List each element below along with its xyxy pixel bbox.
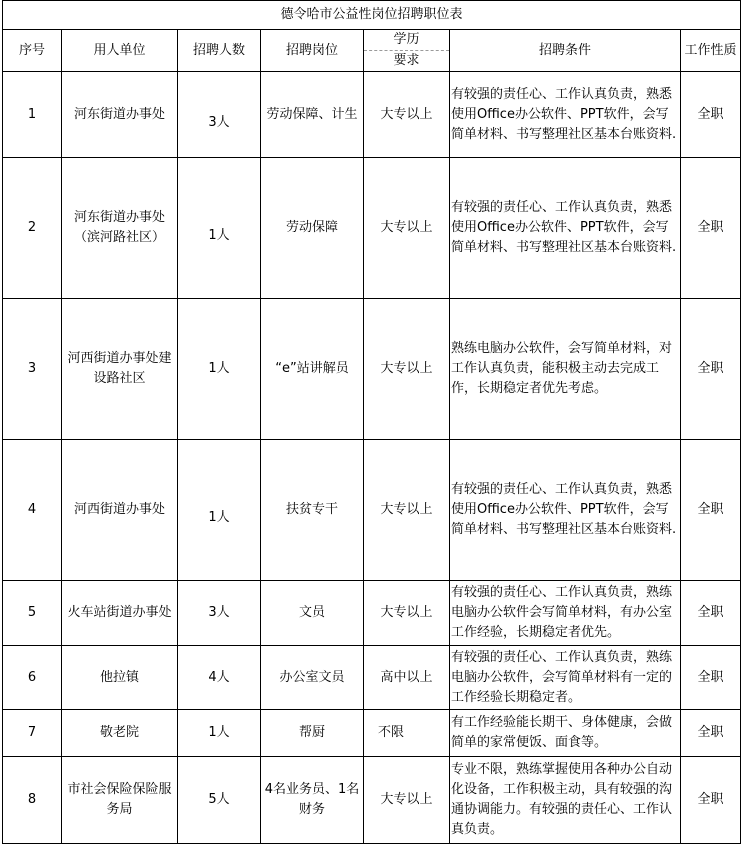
row-nature: 全职 bbox=[681, 757, 741, 844]
row-seq: 4 bbox=[3, 440, 62, 581]
header-education-top: 学历 bbox=[364, 30, 449, 51]
row-conditions: 有较强的责任心、工作认真负责，熟悉使用Office办公软件、PPT软件，会写简单材料、书写整理社区基本台账资料. bbox=[450, 440, 681, 581]
row-position: 文员 bbox=[261, 581, 364, 646]
header-education bbox=[364, 30, 450, 72]
row-seq: 5 bbox=[3, 581, 62, 646]
row-count-value: 3人 bbox=[208, 114, 230, 130]
recruitment-table bbox=[2, 0, 741, 844]
table-title: 德令哈市公益性岗位招聘职位表 bbox=[3, 1, 741, 30]
row-education: 大专以上 bbox=[364, 440, 450, 581]
row-nature: 全职 bbox=[681, 299, 741, 440]
row-conditions: 有较强的责任心、工作认真负责，熟悉使用Office办公软件、PPT软件，会写简单材料、书写整理社区基本台账资料. bbox=[450, 72, 681, 158]
row-unit: 他拉镇 bbox=[62, 646, 178, 710]
row-nature: 全职 bbox=[681, 72, 741, 158]
table-row bbox=[3, 299, 741, 440]
row-unit: 河东街道办事处（滨河路社区） bbox=[62, 158, 178, 299]
row-count: 5人 bbox=[178, 757, 261, 844]
row-count: 3人 bbox=[178, 581, 261, 646]
row-seq: 8 bbox=[3, 757, 62, 844]
table-row bbox=[3, 72, 741, 158]
row-unit: 河西街道办事处建设路社区 bbox=[62, 299, 178, 440]
row-education: 大专以上 bbox=[364, 158, 450, 299]
row-position: 劳动保障 bbox=[261, 158, 364, 299]
row-count: 1人 bbox=[178, 299, 261, 440]
table-row bbox=[3, 757, 741, 844]
row-education: 高中以上 bbox=[364, 646, 450, 710]
row-nature: 全职 bbox=[681, 581, 741, 646]
row-seq: 1 bbox=[3, 72, 62, 158]
row-position: 劳动保障、计生 bbox=[261, 72, 364, 158]
row-conditions: 有较强的责任心、工作认真负责，熟练电脑办公软件会写简单材料，有办公室工作经验，长期稳定者优先。 bbox=[450, 581, 681, 646]
row-conditions: 专业不限，熟练掌握使用各种办公自动化设备，工作积极主动，具有较强的沟通协调能力。有较强的责任心、工作认真负责。 bbox=[450, 757, 681, 844]
header-position: 招聘岗位 bbox=[261, 30, 364, 72]
table-row bbox=[3, 440, 741, 581]
row-nature: 全职 bbox=[681, 646, 741, 710]
row-position: “e”站讲解员 bbox=[261, 299, 364, 440]
row-education: 大专以上 bbox=[364, 757, 450, 844]
row-count bbox=[178, 72, 261, 158]
row-unit: 河东街道办事处 bbox=[62, 72, 178, 158]
row-nature: 全职 bbox=[681, 440, 741, 581]
row-conditions: 有工作经验能长期干、身体健康，会做简单的家常便饭、面食等。 bbox=[450, 710, 681, 757]
header-count: 招聘人数 bbox=[178, 30, 261, 72]
header-seq: 序号 bbox=[3, 30, 62, 72]
row-position: 4名业务员、1名财务 bbox=[261, 757, 364, 844]
row-unit: 河西街道办事处 bbox=[62, 440, 178, 581]
row-education: 大专以上 bbox=[364, 299, 450, 440]
row-seq: 2 bbox=[3, 158, 62, 299]
row-count: 1人 bbox=[178, 710, 261, 757]
row-count-value: 1人 bbox=[208, 510, 230, 525]
table-row bbox=[3, 710, 741, 757]
row-nature: 全职 bbox=[681, 158, 741, 299]
header-row bbox=[3, 30, 741, 72]
row-unit: 市社会保险保险服务局 bbox=[62, 757, 178, 844]
row-unit: 火车站街道办事处 bbox=[62, 581, 178, 646]
row-position: 扶贫专干 bbox=[261, 440, 364, 581]
row-conditions: 有较强的责任心、工作认真负责，熟悉使用Office办公软件、PPT软件，会写简单材料、书写整理社区基本台账资料. bbox=[450, 158, 681, 299]
table-row bbox=[3, 158, 741, 299]
row-education: 大专以上 bbox=[364, 581, 450, 646]
header-nature: 工作性质 bbox=[681, 30, 741, 72]
row-seq: 3 bbox=[3, 299, 62, 440]
row-conditions: 熟练电脑办公软件，会写简单材料，对工作认真负责，能积极主动去完成工作，长期稳定者优先考虑。 bbox=[450, 299, 681, 440]
table-row bbox=[3, 581, 741, 646]
row-unit: 敬老院 bbox=[62, 710, 178, 757]
row-nature: 全职 bbox=[681, 710, 741, 757]
row-education: 不限 bbox=[364, 710, 450, 757]
table-row bbox=[3, 646, 741, 710]
row-count-value: 1人 bbox=[208, 228, 230, 243]
row-seq: 7 bbox=[3, 710, 62, 757]
row-count: 4人 bbox=[178, 646, 261, 710]
row-count bbox=[178, 440, 261, 581]
header-education-bottom: 要求 bbox=[393, 53, 420, 68]
row-education: 大专以上 bbox=[364, 72, 450, 158]
header-unit: 用人单位 bbox=[62, 30, 178, 72]
row-seq: 6 bbox=[3, 646, 62, 710]
row-conditions: 有较强的责任心、工作认真负责，熟练电脑办公软件，会写简单材料有一定的工作经验长期稳定者。 bbox=[450, 646, 681, 710]
header-conditions: 招聘条件 bbox=[450, 30, 681, 72]
row-count bbox=[178, 158, 261, 299]
row-position: 帮厨 bbox=[261, 710, 364, 757]
row-position: 办公室文员 bbox=[261, 646, 364, 710]
